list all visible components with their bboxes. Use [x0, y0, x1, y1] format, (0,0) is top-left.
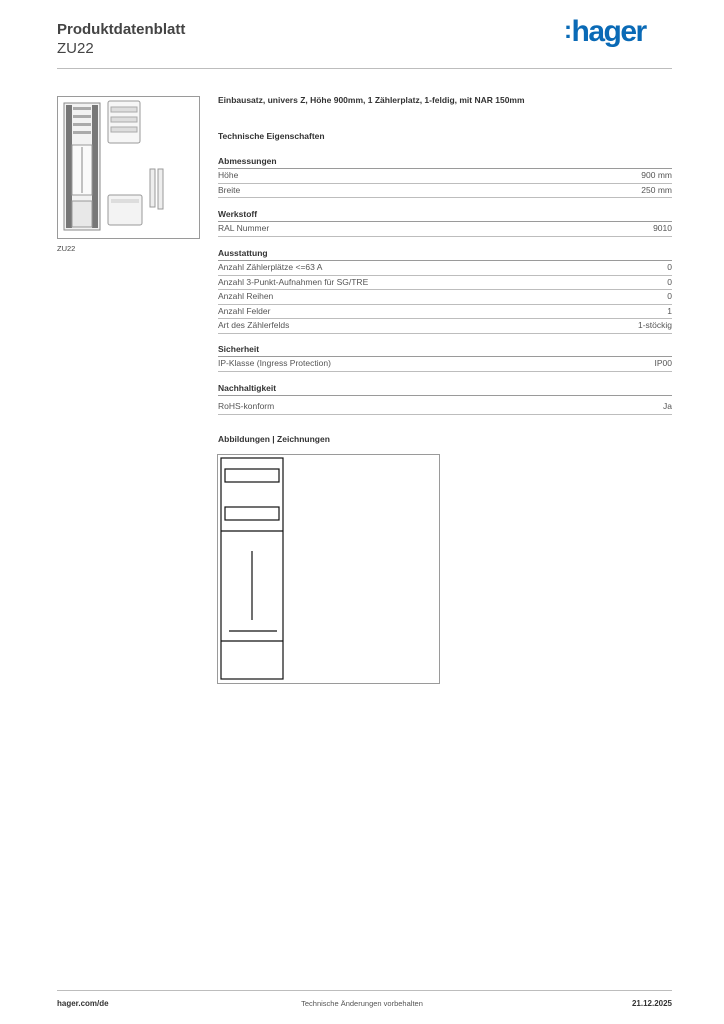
table-row — [218, 305, 672, 320]
row-value: 250 mm — [641, 184, 672, 195]
header-divider — [57, 68, 672, 69]
row-value: 1-stöckig — [637, 320, 672, 330]
section-ausstattung — [218, 247, 672, 334]
section-abmessungen — [218, 155, 672, 198]
table-row — [218, 169, 672, 184]
row-value: 1 — [667, 305, 672, 316]
technical-drawing — [217, 454, 440, 684]
page-title: Produktdatenblatt — [57, 21, 186, 38]
drawings-heading: Abbildungen | Zeichnungen — [218, 434, 330, 444]
footer-divider — [57, 990, 672, 991]
table-row — [218, 357, 672, 372]
row-label: Höhe — [218, 170, 239, 180]
row-label: Anzahl Reihen — [218, 291, 274, 301]
product-code: ZU22 — [57, 40, 94, 57]
row-label: Breite — [218, 184, 241, 195]
row-value: 900 mm — [641, 170, 672, 180]
image-caption: ZU22 — [57, 244, 76, 253]
row-value: 0 — [667, 262, 672, 272]
row-label: Art des Zählerfelds — [218, 320, 290, 330]
product-photo-icon — [58, 97, 199, 238]
drawing-diagram — [218, 455, 439, 683]
section-sicherheit — [218, 343, 672, 372]
row-label: Anzahl Zählerplätze <=63 A — [218, 262, 323, 272]
row-label: Anzahl 3-Punkt-Aufnahmen für SG/TRE — [218, 276, 369, 287]
table-row — [218, 276, 672, 291]
section-title: Ausstattung — [218, 247, 672, 261]
row-label: Anzahl Felder — [218, 305, 271, 316]
table-row — [218, 319, 672, 334]
footer-date: 21.12.2025 — [631, 999, 672, 1008]
section-nachhaltigkeit — [218, 382, 672, 415]
product-image — [57, 96, 200, 239]
logo-text: hager — [571, 15, 646, 48]
row-label: RoHS-konform — [218, 401, 275, 411]
row-value: 0 — [667, 291, 672, 301]
section-title: Sicherheit — [218, 343, 672, 357]
tech-heading: Technische Eigenschaften — [218, 131, 325, 141]
hager-logo: :hager — [564, 15, 646, 48]
table-row — [218, 222, 672, 237]
section-title: Nachhaltigkeit — [218, 382, 672, 396]
row-label: IP-Klasse (Ingress Protection) — [218, 358, 331, 368]
footer-notice: Technische Änderungen vorbehalten — [301, 999, 423, 1008]
row-value: IP00 — [654, 358, 672, 368]
table-row — [218, 290, 672, 305]
table-row — [218, 261, 672, 276]
section-werkstoff — [218, 208, 672, 237]
table-row — [218, 184, 672, 199]
footer-website-link[interactable]: hager.com/de — [57, 999, 109, 1008]
product-description: Einbausatz, univers Z, Höhe 900mm, 1 Zählerplatz, 1-feldig, mit NAR 150mm — [218, 95, 525, 105]
row-value: 9010 — [653, 223, 672, 233]
row-label: RAL Nummer — [218, 223, 270, 233]
section-title: Werkstoff — [218, 208, 672, 222]
row-value: 0 — [667, 276, 672, 287]
row-value: Ja — [663, 401, 672, 411]
section-title: Abmessungen — [218, 155, 672, 169]
table-row — [218, 400, 672, 415]
